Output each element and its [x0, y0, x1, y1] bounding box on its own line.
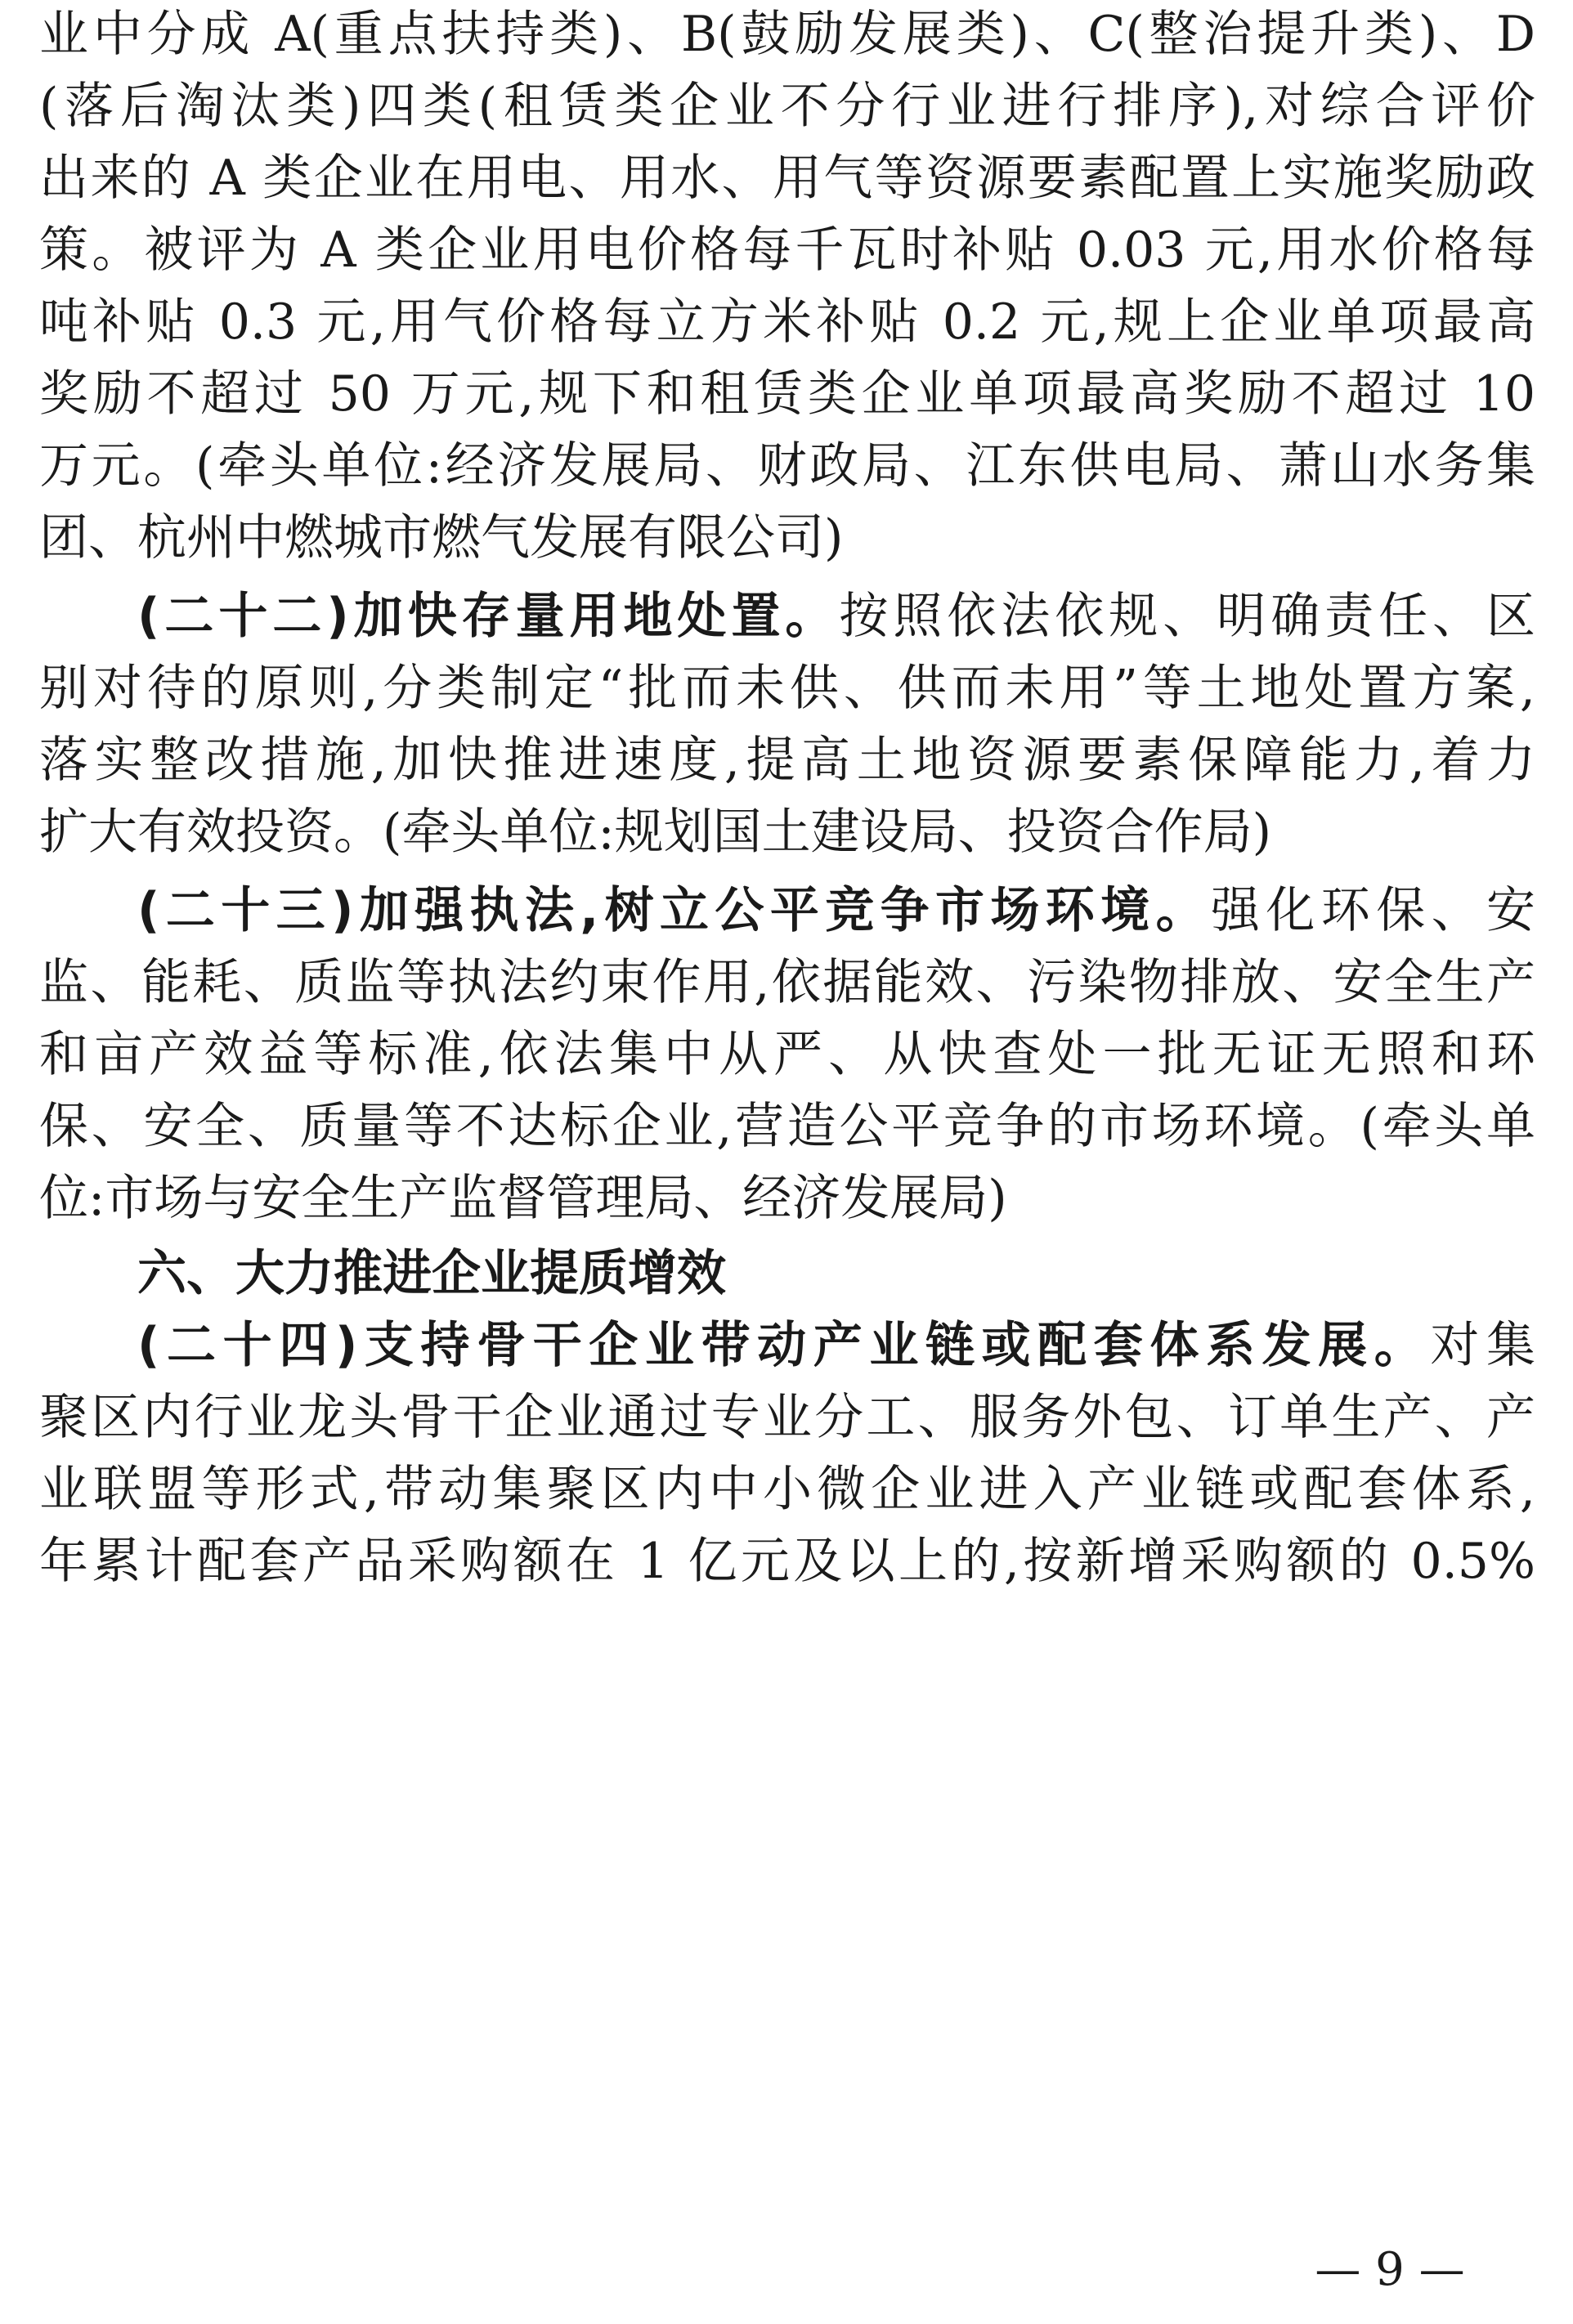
- item-24-text: 对集: [1430, 1317, 1535, 1374]
- paragraph-line: 年累计配套产品采购额在 1 亿元及以上的,按新增采购额的 0.5%: [39, 1533, 1535, 1590]
- paragraph-line: 业联盟等形式,带动集聚区内中小微企业进入产业链或配套体系,: [39, 1461, 1535, 1518]
- item-22-text: 按照依法依规、明确责任、区: [839, 588, 1535, 645]
- paragraph-line: 和亩产效益等标准,依法集中从严、从快查处一批无证无照和环: [39, 1026, 1535, 1083]
- item-22-first-line: [137, 582, 1535, 651]
- paragraph-line: 策。被评为 A 类企业用电价格每千瓦时补贴 0.03 元,用水价格每: [39, 222, 1535, 279]
- paragraph-line: 落实整改措施,加快推进速度,提高土地资源要素保障能力,着力: [39, 732, 1535, 789]
- paragraph-line: 聚区内行业龙头骨干企业通过专业分工、服务外包、订单生产、产: [39, 1389, 1535, 1446]
- paragraph-line: 别对待的原则,分类制定“批而未供、供而未用”等土地处置方案,: [39, 660, 1535, 717]
- item-23-first-line: [137, 876, 1535, 945]
- section-6-title: 六、大力推进企业提质增效: [137, 1245, 726, 1302]
- paragraph-line: 业中分成 A(重点扶持类)、B(鼓励发展类)、C(整治提升类)、D: [39, 6, 1535, 63]
- paragraph-line: 保、安全、质量等不达标企业,营造公平竞争的市场环境。(牵头单: [39, 1098, 1535, 1155]
- paragraph-line: 吨补贴 0.3 元,用气价格每立方米补贴 0.2 元,规上企业单项最高: [39, 293, 1535, 351]
- paragraph-line: 扩大有效投资。(牵头单位:规划国土建设局、投资合作局): [39, 804, 1272, 861]
- paragraph-line: 监、能耗、质监等执法约束作用,依据能效、污染物排放、安全生产: [39, 954, 1535, 1011]
- item-23-heading: (二十三)加强执法,树立公平竞争市场环境。: [137, 882, 1212, 939]
- item-24-first-line: [137, 1311, 1535, 1380]
- paragraph-line: (落后淘汰类)四类(租赁类企业不分行业进行排序),对综合评价: [39, 78, 1535, 135]
- item-22-heading: (二十二)加快存量用地处置。: [137, 588, 840, 645]
- page-number: — 9 —: [1315, 2243, 1465, 2296]
- paragraph-line: 位:市场与安全生产监督管理局、经济发展局): [39, 1170, 1007, 1227]
- paragraph-line: 团、杭州中燃城市燃气发展有限公司): [39, 509, 844, 566]
- paragraph-line: 万元。(牵头单位:经济发展局、财政局、江东供电局、萧山水务集: [39, 437, 1535, 495]
- paragraph-line: 出来的 A 类企业在用电、用水、用气等资源要素配置上实施奖励政: [39, 150, 1535, 207]
- paragraph-line: 奖励不超过 50 万元,规下和租赁类企业单项最高奖励不超过 10: [39, 365, 1535, 423]
- item-24-heading: (二十四)支持骨干企业带动产业链或配套体系发展。: [137, 1317, 1431, 1374]
- item-23-text: 强化环保、安: [1211, 882, 1535, 939]
